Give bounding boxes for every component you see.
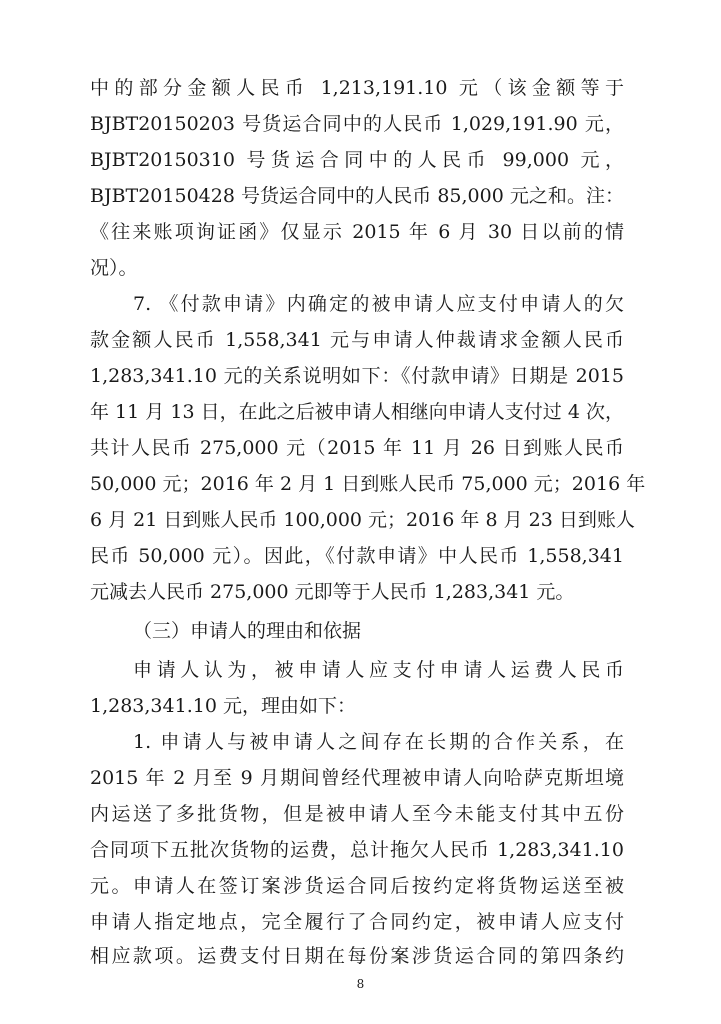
text-line: 年 11 月 13 日，在此之后被申请人相继向申请人支付过 4 次， (90, 401, 624, 423)
text-line: 1,283,341.10 元的关系说明如下：《付款申请》日期是 2015 (90, 365, 624, 387)
section-heading: （三）申请人的理由和依据 (133, 620, 362, 642)
text-line: 《往来账项询证函》仅显示 2015 年 6 月 30 日以前的情 (90, 221, 624, 243)
text-line: 共计人民币 275,000 元（2015 年 11 月 26 日到账人民币 (90, 437, 624, 459)
text-line: 民币 50,000 元）。因此，《付款申请》中人民币 1,558,341 (90, 545, 624, 567)
text-line: 款金额人民币 1,558,341 元与申请人仲裁请求金额人民币 (90, 329, 624, 351)
text-line: BJBT20150310 号货运合同中的人民币 99,000 元， (90, 149, 624, 171)
text-line: 内运送了多批货物，但是被申请人至今未能支付其中五份 (90, 803, 624, 825)
text-line: 7. 《付款申请》内确定的被申请人应支付申请人的欠 (133, 293, 624, 315)
text-line: 合同项下五批次货物的运费，总计拖欠人民币 1,283,341.10 (90, 839, 624, 861)
text-line: 1. 申请人与被申请人之间存在长期的合作关系，在 (133, 731, 624, 753)
text-line: 申请人认为，被申请人应支付申请人运费人民币 (133, 659, 624, 681)
text-line: 元减去人民币 275,000 元即等于人民币 1,283,341 元。 (90, 581, 575, 603)
text-line: BJBT20150428 号货运合同中的人民币 85,000 元之和。注： (90, 185, 624, 207)
text-line: 中的部分金额人民币 1,213,191.10 元（该金额等于 (90, 77, 624, 99)
text-line: 相应款项。运费支付日期在每份案涉货运合同的第四条约 (90, 945, 624, 967)
text-line: 况）。 (90, 257, 138, 279)
text-line: 6 月 21 日到账人民币 100,000 元；2016 年 8 月 23 日到账人 (90, 509, 635, 531)
text-line: 申请人指定地点，完全履行了合同约定，被申请人应支付 (90, 911, 624, 933)
text-line: 2015 年 2 月至 9 月期间曾经代理被申请人向哈萨克斯坦境 (90, 767, 624, 789)
text-line: BJBT20150203 号货运合同中的人民币 1,029,191.90 元， (90, 113, 624, 135)
text-line: 50,000 元；2016 年 2 月 1 日到账人民币 75,000 元；2016 年 (90, 473, 646, 495)
text-line: 1,283,341.10 元，理由如下： (90, 695, 356, 717)
text-line: 元。申请人在签订案涉货运合同后按约定将货物运送至被 (90, 875, 624, 897)
page-number: 8 (356, 977, 365, 991)
